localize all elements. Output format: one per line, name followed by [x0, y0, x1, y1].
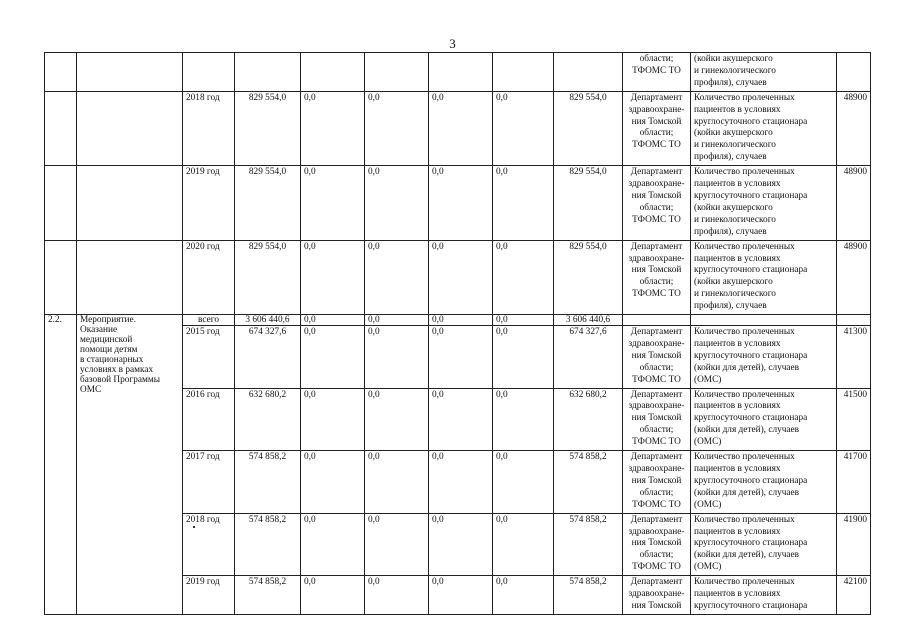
ind-line: (койки акушерского — [694, 277, 773, 288]
ind-line: Количество пролеченных — [694, 514, 795, 525]
cell-c3: 0,0 — [429, 451, 493, 514]
cell-omc-empty — [554, 53, 623, 92]
ind-line: (койки для детей), случаев — [694, 362, 800, 373]
dep-line: ТФОМС ТО — [632, 289, 681, 300]
ind-line: пациентов в условиях — [694, 179, 781, 190]
cell-c1: 0,0 — [301, 513, 365, 576]
ind-line: пациентов в условиях — [694, 338, 781, 349]
ind-line: (койки для детей), случаев — [694, 425, 800, 436]
ev-line: ОМС — [80, 385, 102, 396]
cell-total: 574 858,2 — [235, 513, 301, 576]
cell-value: 48900 — [837, 166, 871, 240]
cell-department — [623, 576, 691, 615]
cell-year: 2020 год — [183, 240, 235, 314]
cell-value: 41500 — [837, 388, 871, 451]
cell-c1: 0,0 — [301, 166, 365, 240]
ind-line: круглосуточного стационара — [694, 116, 808, 127]
dep-line: здравоохране- — [628, 589, 685, 600]
ind-line: пациентов в условиях — [694, 464, 781, 474]
cell-c1-empty — [301, 53, 365, 92]
ind-line: круглосуточного стационара — [694, 538, 808, 549]
dep-line: здравоохране- — [628, 401, 685, 412]
cell-total-empty — [235, 53, 301, 92]
ind-line: (койки акушерского — [694, 128, 773, 139]
cell-c2: 0,0 — [365, 240, 429, 314]
cell-c2: 0,0 — [365, 315, 429, 326]
dep-line: области; — [639, 128, 674, 139]
cell-c1: 0,0 — [301, 91, 365, 165]
dep-line: здравоохране- — [628, 338, 685, 349]
cell-year: 2018 год — [183, 513, 235, 576]
dep-line: Департамент — [630, 241, 683, 252]
cell-department — [623, 451, 691, 514]
ind-line: Количество пролеченных — [694, 577, 795, 588]
cell-number-empty — [45, 166, 77, 240]
ev-line: условиях в рамках — [80, 365, 154, 376]
cell-year: 2017 год — [183, 451, 235, 514]
dep-line: ния Томской — [631, 475, 682, 486]
cell-total: 574 858,2 — [235, 576, 301, 615]
ind-line: Количество пролеченных — [694, 92, 795, 103]
cell-c4: 0,0 — [493, 240, 554, 314]
cell-omc: 674 327,6 — [554, 326, 623, 389]
cell-omc: 829 554,0 — [554, 240, 623, 314]
cell-department — [623, 91, 691, 165]
cell-event-number: 2.2. — [45, 315, 77, 615]
ind-line: (койки для детей), случаев — [694, 550, 800, 561]
cell-c2: 0,0 — [365, 91, 429, 165]
cell-c4: 0,0 — [493, 166, 554, 240]
cell-c4: 0,0 — [493, 451, 554, 514]
cell-indicator — [691, 91, 837, 165]
cell-value: 48900 — [837, 91, 871, 165]
cell-c3: 0,0 — [429, 91, 493, 165]
cell-c3: 0,0 — [429, 576, 493, 615]
cell-c1: 0,0 — [301, 326, 365, 389]
dep-line: области; — [639, 54, 674, 64]
cell-total: 674 327,6 — [235, 326, 301, 389]
cell-c4: 0,0 — [493, 315, 554, 326]
cell-c1: 0,0 — [301, 576, 365, 615]
dep-line: здравоохране- — [628, 179, 685, 190]
cell-c2: 0,0 — [365, 576, 429, 615]
dep-line: ТФОМС ТО — [632, 499, 681, 510]
dep-line: ния Томской — [631, 600, 682, 611]
ind-line: круглосуточного стационара — [694, 600, 808, 611]
cell-total: 574 858,2 — [235, 451, 301, 514]
table-row-total — [45, 315, 871, 326]
cell-department — [623, 513, 691, 576]
scan-speck — [193, 526, 195, 528]
cell-c2-empty — [365, 53, 429, 92]
ind-line: и гинекологического — [694, 214, 776, 225]
dep-line: ТФОМС ТО — [632, 437, 681, 448]
ind-line: профиля), случаев — [694, 226, 767, 237]
cell-indicator-empty — [691, 315, 837, 326]
dep-line: ТФОМС ТО — [632, 214, 681, 225]
cell-c2: 0,0 — [365, 388, 429, 451]
dep-line: ния Томской — [631, 538, 682, 549]
ind-line: круглосуточного стационара — [694, 190, 808, 201]
dep-line: ния Томской — [631, 116, 682, 127]
ind-line: круглосуточного стационара — [694, 350, 808, 361]
cell-year-empty — [183, 53, 235, 92]
cell-department — [623, 326, 691, 389]
dep-line: Департамент — [630, 167, 683, 178]
cell-omc: 574 858,2 — [554, 576, 623, 615]
cell-omc: 829 554,0 — [554, 166, 623, 240]
cell-total: 632 680,2 — [235, 388, 301, 451]
cell-value: 41900 — [837, 513, 871, 576]
cell-c4-empty — [493, 53, 554, 92]
ind-line: (ОМС) — [694, 374, 722, 385]
dep-line: Департамент — [630, 389, 683, 400]
ind-line: круглосуточного стационара — [694, 475, 808, 486]
cell-value-empty — [837, 315, 871, 326]
ind-line: (койки для детей), случаев — [694, 487, 800, 498]
cell-c3: 0,0 — [429, 513, 493, 576]
dep-line: ния Томской — [631, 413, 682, 424]
cell-indicator — [691, 513, 837, 576]
dep-line: ния Томской — [631, 190, 682, 201]
ind-line: (койки акушерского — [694, 54, 773, 64]
cell-event-empty — [77, 53, 183, 92]
dep-line: здравоохране- — [628, 104, 685, 115]
ind-line: профиля), случаев — [694, 301, 767, 312]
cell-year: 2016 год — [183, 388, 235, 451]
cell-year: 2015 год — [183, 326, 235, 389]
cell-c4: 0,0 — [493, 513, 554, 576]
cell-total: 3 606 440,6 — [235, 315, 301, 326]
table-row — [45, 91, 871, 165]
cell-total: 829 554,0 — [235, 91, 301, 165]
cell-year: 2019 год — [183, 166, 235, 240]
ind-line: Количество пролеченных — [694, 167, 795, 178]
cell-c4: 0,0 — [493, 91, 554, 165]
cell-omc: 574 858,2 — [554, 513, 623, 576]
cell-c2: 0,0 — [365, 326, 429, 389]
cell-year: 2019 год — [183, 576, 235, 615]
cell-c1: 0,0 — [301, 315, 365, 326]
ind-line: Количество пролеченных — [694, 241, 795, 252]
cell-omc: 3 606 440,6 — [554, 315, 623, 326]
cell-indicator — [691, 166, 837, 240]
cell-indicator — [691, 326, 837, 389]
dep-line: Департамент — [630, 327, 683, 338]
cell-c1: 0,0 — [301, 451, 365, 514]
cell-event-empty — [77, 240, 183, 314]
dep-line: ния Томской — [631, 350, 682, 361]
cell-c3: 0,0 — [429, 315, 493, 326]
cell-value: 42100 — [837, 576, 871, 615]
cell-event-description — [77, 315, 183, 615]
ev-line: в стационарных — [80, 355, 144, 366]
dep-line: здравоохране- — [628, 253, 685, 264]
cell-indicator — [691, 388, 837, 451]
ind-line: пациентов в условиях — [694, 253, 781, 264]
table-row-continued — [45, 53, 871, 92]
dep-line: ТФОМС ТО — [632, 140, 681, 151]
ind-line: (ОМС) — [694, 562, 722, 573]
dep-line: области; — [639, 202, 674, 213]
cell-department — [623, 53, 691, 92]
ind-line: и гинекологического — [694, 289, 776, 300]
cell-c3: 0,0 — [429, 388, 493, 451]
dep-line: ния Томской — [631, 265, 682, 276]
cell-indicator — [691, 240, 837, 314]
ind-line: пациентов в условиях — [694, 589, 781, 600]
ind-line: профиля), случаев — [694, 152, 767, 163]
page-number: 3 — [449, 36, 456, 51]
cell-department — [623, 240, 691, 314]
cell-number-empty — [45, 91, 77, 165]
cell-c1: 0,0 — [301, 388, 365, 451]
dep-line: Департамент — [630, 514, 683, 525]
cell-c3: 0,0 — [429, 326, 493, 389]
cell-total: 829 554,0 — [235, 166, 301, 240]
ind-line: профиля), случаев — [694, 77, 767, 88]
cell-department — [623, 388, 691, 451]
cell-value-empty — [837, 53, 871, 92]
dep-line: ТФОМС ТО — [632, 562, 681, 573]
dep-line: здравоохране- — [628, 464, 685, 474]
ind-line: пациентов в условиях — [694, 401, 781, 412]
cell-number-empty — [45, 240, 77, 314]
cell-indicator — [691, 53, 837, 92]
dep-line: Департамент — [630, 452, 683, 463]
cell-value: 41300 — [837, 326, 871, 389]
cell-value: 41700 — [837, 451, 871, 514]
ind-line: (койки акушерского — [694, 202, 773, 213]
ind-line: Количество пролеченных — [694, 389, 795, 400]
dep-line: Департамент — [630, 577, 683, 588]
ind-line: Количество пролеченных — [694, 452, 795, 463]
dep-line: области; — [639, 487, 674, 498]
ev-line: медицинской — [80, 335, 133, 346]
dep-line: здравоохране- — [628, 526, 685, 537]
ind-line: и гинекологического — [694, 65, 776, 76]
dep-line: области; — [639, 425, 674, 436]
ev-line: Мероприятие. — [80, 315, 136, 326]
ev-line: Оказание — [80, 325, 118, 336]
cell-c3-empty — [429, 53, 493, 92]
ind-line: (ОМС) — [694, 499, 722, 510]
cell-c2: 0,0 — [365, 513, 429, 576]
cell-total: 829 554,0 — [235, 240, 301, 314]
ind-line: (ОМС) — [694, 437, 722, 448]
cell-year: всего — [183, 315, 235, 326]
cell-department — [623, 166, 691, 240]
ind-line: круглосуточного стационара — [694, 265, 808, 276]
cell-c3: 0,0 — [429, 166, 493, 240]
ind-line: пациентов в условиях — [694, 104, 781, 115]
dep-line: ТФОМС ТО — [632, 65, 681, 76]
ind-line: пациентов в условиях — [694, 526, 781, 537]
dep-line: области; — [639, 277, 674, 288]
cell-c3: 0,0 — [429, 240, 493, 314]
ind-line: круглосуточного стационара — [694, 413, 808, 424]
cell-c4: 0,0 — [493, 576, 554, 615]
cell-indicator — [691, 576, 837, 615]
cell-number-empty — [45, 53, 77, 92]
cell-c4: 0,0 — [493, 326, 554, 389]
cell-department-empty — [623, 315, 691, 326]
cell-omc: 574 858,2 — [554, 451, 623, 514]
dep-line: ТФОМС ТО — [632, 374, 681, 385]
cell-indicator — [691, 451, 837, 514]
ev-line: помощи детям — [80, 345, 138, 356]
ev-line: базовой Программы — [80, 375, 161, 386]
budget-table — [44, 52, 871, 615]
dep-line: Департамент — [630, 92, 683, 103]
table-row — [45, 166, 871, 240]
cell-omc: 632 680,2 — [554, 388, 623, 451]
dep-line: области; — [639, 550, 674, 561]
cell-c2: 0,0 — [365, 166, 429, 240]
dep-line: области; — [639, 362, 674, 373]
cell-value: 48900 — [837, 240, 871, 314]
cell-event-empty — [77, 166, 183, 240]
cell-c1: 0,0 — [301, 240, 365, 314]
cell-c2: 0,0 — [365, 451, 429, 514]
cell-c4: 0,0 — [493, 388, 554, 451]
cell-event-empty — [77, 91, 183, 165]
cell-omc: 829 554,0 — [554, 91, 623, 165]
ind-line: Количество пролеченных — [694, 327, 795, 338]
cell-year: 2018 год — [183, 91, 235, 165]
table-row — [45, 240, 871, 314]
ind-line: и гинекологического — [694, 140, 776, 151]
